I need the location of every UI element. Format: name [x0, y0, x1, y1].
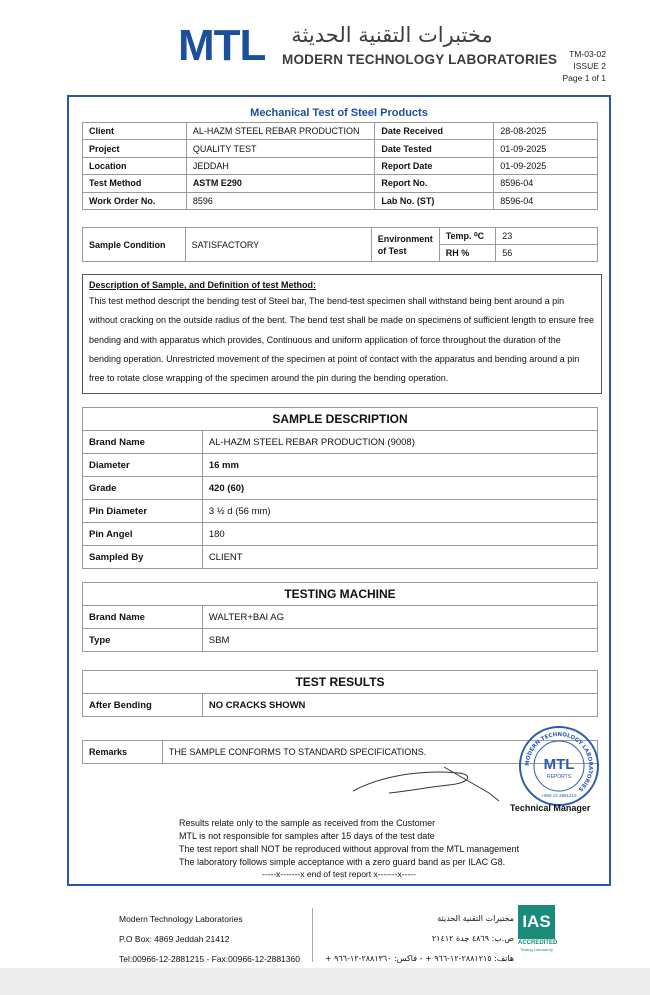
machine-brand-value: WALTER+BAI AG [202, 606, 597, 629]
report-no-value: 8596-04 [494, 175, 598, 192]
footer-contact-english [119, 909, 300, 969]
project-value: QUALITY TEST [186, 140, 375, 157]
footer-company-name: Modern Technology Laboratories [119, 914, 243, 924]
location-label: Location [83, 157, 187, 174]
document-reference [563, 48, 606, 84]
footer-ar-tel: هاتف: ٢٨٨١٢١٥-١٢-٩٦٦ + - فاكس: ٢٨٨١٣٦٠-١٢-٩٦٦ + [324, 954, 514, 963]
ias-sub-text: Testing Laboratory [520, 947, 553, 952]
doc-page: Page 1 of 1 [562, 73, 606, 83]
table-row [83, 477, 598, 500]
note-line: The test report shall NOT be reproduced without approval from the MTL management [179, 844, 520, 854]
table-row [83, 671, 598, 694]
work-order-label: Work Order No. [83, 192, 187, 209]
grade-value: 420 (60) [202, 477, 597, 500]
testing-machine-table [82, 582, 598, 652]
temp-label: Temp. ⁰C [439, 228, 496, 245]
environment-label-line2: of Test [377, 245, 407, 256]
seal-sub-text: REPORTS [546, 774, 572, 780]
table-row [83, 629, 598, 652]
after-bending-label: After Bending [83, 694, 203, 717]
table-row [83, 606, 598, 629]
logo-arabic-text: مختبرات التقنية الحديثة [291, 23, 493, 47]
pin-diameter-label: Pin Diameter [83, 500, 203, 523]
table-row [83, 228, 598, 245]
environment-label-line1: Environment [377, 233, 433, 244]
footer-ar-pobox: ص.ب: ٤٨٦٩ جدة ٢١٤١٢ [431, 934, 514, 943]
report-no-label: Report No. [375, 175, 494, 192]
lab-seal [518, 725, 600, 807]
date-tested-value: 01-09-2025 [494, 140, 598, 157]
note-line: Results relate only to the sample as received from the Customer [179, 818, 436, 828]
sample-description-title: SAMPLE DESCRIPTION [83, 408, 598, 431]
machine-type-label: Type [83, 629, 203, 652]
machine-type-value: SBM [202, 629, 597, 652]
machine-brand-label: Brand Name [83, 606, 203, 629]
test-results-title: TEST RESULTS [83, 671, 598, 694]
date-tested-label: Date Tested [375, 140, 494, 157]
remarks-value: THE SAMPLE CONFORMS TO STANDARD SPECIFICATIONS. [162, 741, 597, 764]
sampled-by-label: Sampled By [83, 546, 203, 569]
rh-value: 56 [496, 245, 598, 262]
footer-contact-arabic [318, 909, 514, 969]
table-row [83, 192, 598, 209]
table-row [83, 546, 598, 569]
work-order-value: 8596 [186, 192, 375, 209]
report-notes [179, 817, 519, 869]
info-table [82, 122, 598, 210]
sample-condition-value: SATISFACTORY [185, 228, 371, 262]
lab-no-label: Lab No. (ST) [375, 192, 494, 209]
after-bending-value: NO CRACKS SHOWN [202, 694, 597, 717]
diameter-value: 16 mm [202, 454, 597, 477]
test-method-value: ASTM E290 [186, 175, 375, 192]
report-date-value: 01-09-2025 [494, 157, 598, 174]
signature [349, 757, 509, 807]
table-row [83, 694, 598, 717]
environment-table [82, 227, 598, 262]
end-of-report-line: -----x-------x end of test report x-------x----- [262, 869, 416, 879]
footer-tel: Tel:00966-12-2881215 - Fax:00966-12-2881360 [119, 954, 300, 964]
pin-angle-value: 180 [202, 523, 597, 546]
technical-manager-label: Technical Manager [510, 803, 591, 813]
sample-description-table [82, 407, 598, 569]
report-title: Mechanical Test of Steel Products [250, 107, 428, 119]
ias-accredited-text: ACCREDITED [518, 940, 558, 946]
environment-label [371, 228, 439, 262]
table-row [83, 175, 598, 192]
logo-english-text: MODERN TECHNOLOGY LABORATORIES [282, 52, 558, 67]
seal-center-text: MTL [543, 756, 575, 773]
seal-bottom-text: +966 12 2881215 [541, 793, 577, 798]
sample-condition-label: Sample Condition [83, 228, 186, 262]
note-line: MTL is not responsible for samples after 15 days of the test date [179, 831, 435, 841]
table-row [83, 123, 598, 140]
table-row [83, 140, 598, 157]
sampled-by-value: CLIENT [202, 546, 597, 569]
grade-label: Grade [83, 477, 203, 500]
sample-brand-label: Brand Name [83, 431, 203, 454]
table-row [83, 583, 598, 606]
test-results-table [82, 670, 598, 717]
date-received-value: 28-08-2025 [494, 123, 598, 140]
footer-divider [312, 908, 313, 962]
sample-brand-value: AL-HAZM STEEL REBAR PRODUCTION (9008) [202, 431, 597, 454]
ias-logo-text: IAS [518, 905, 555, 939]
lab-no-value: 8596-04 [494, 192, 598, 209]
remarks-label: Remarks [83, 741, 163, 764]
rh-label: RH % [439, 245, 496, 262]
table-row [83, 431, 598, 454]
pin-angle-label: Pin Angel [83, 523, 203, 546]
table-row [83, 454, 598, 477]
pin-diameter-value: 3 ½ d (56 mm) [202, 500, 597, 523]
table-row [83, 157, 598, 174]
project-label: Project [83, 140, 187, 157]
location-value: JEDDAH [186, 157, 375, 174]
company-logo [178, 21, 558, 72]
footer-pobox: P.O Box: 4869 Jeddah 21412 [119, 934, 230, 944]
table-row [83, 523, 598, 546]
diameter-label: Diameter [83, 454, 203, 477]
ias-accreditation-logo [518, 905, 558, 957]
report-frame [67, 95, 611, 886]
logo-mtl-text: MTL [178, 21, 266, 70]
seal-ring-text: MODERN TECHNOLOGY LABORATORIES [524, 731, 594, 792]
description-text: This test method descript the bending test of Steel bar, The bend-test specimen shall withstand being bent around a pin without cracking on the outside radius of the bent. The bend test shall be made on specimens of sufficient length to ensure free bending and with apparatus which provides, Continuous and uniform application of force throughout the duration of the bending operation. Unrestricted movement of the specimen at point of contact with the apparatus and bending around a pin free to rotate close wrapping of the specimen around the pin during the bending operation. [89, 296, 594, 384]
temp-value: 23 [496, 228, 598, 245]
note-line: The laboratory follows simple acceptance with a zero guard band as per ILAC G8. [179, 857, 506, 867]
client-value: AL-HAZM STEEL REBAR PRODUCTION [186, 123, 375, 140]
testing-machine-title: TESTING MACHINE [83, 583, 598, 606]
report-date-label: Report Date [375, 157, 494, 174]
doc-code: TM-03-02 [569, 49, 606, 59]
description-box [82, 274, 602, 394]
test-method-label: Test Method [83, 175, 187, 192]
client-label: Client [83, 123, 187, 140]
date-received-label: Date Received [375, 123, 494, 140]
table-row [83, 500, 598, 523]
doc-issue: ISSUE 2 [573, 61, 606, 71]
table-row [83, 408, 598, 431]
description-heading: Description of Sample, and Definition of test Method: [89, 280, 317, 290]
bottom-band [0, 968, 650, 995]
footer-ar-name: مختبرات التقنية الحديثة [437, 914, 514, 923]
